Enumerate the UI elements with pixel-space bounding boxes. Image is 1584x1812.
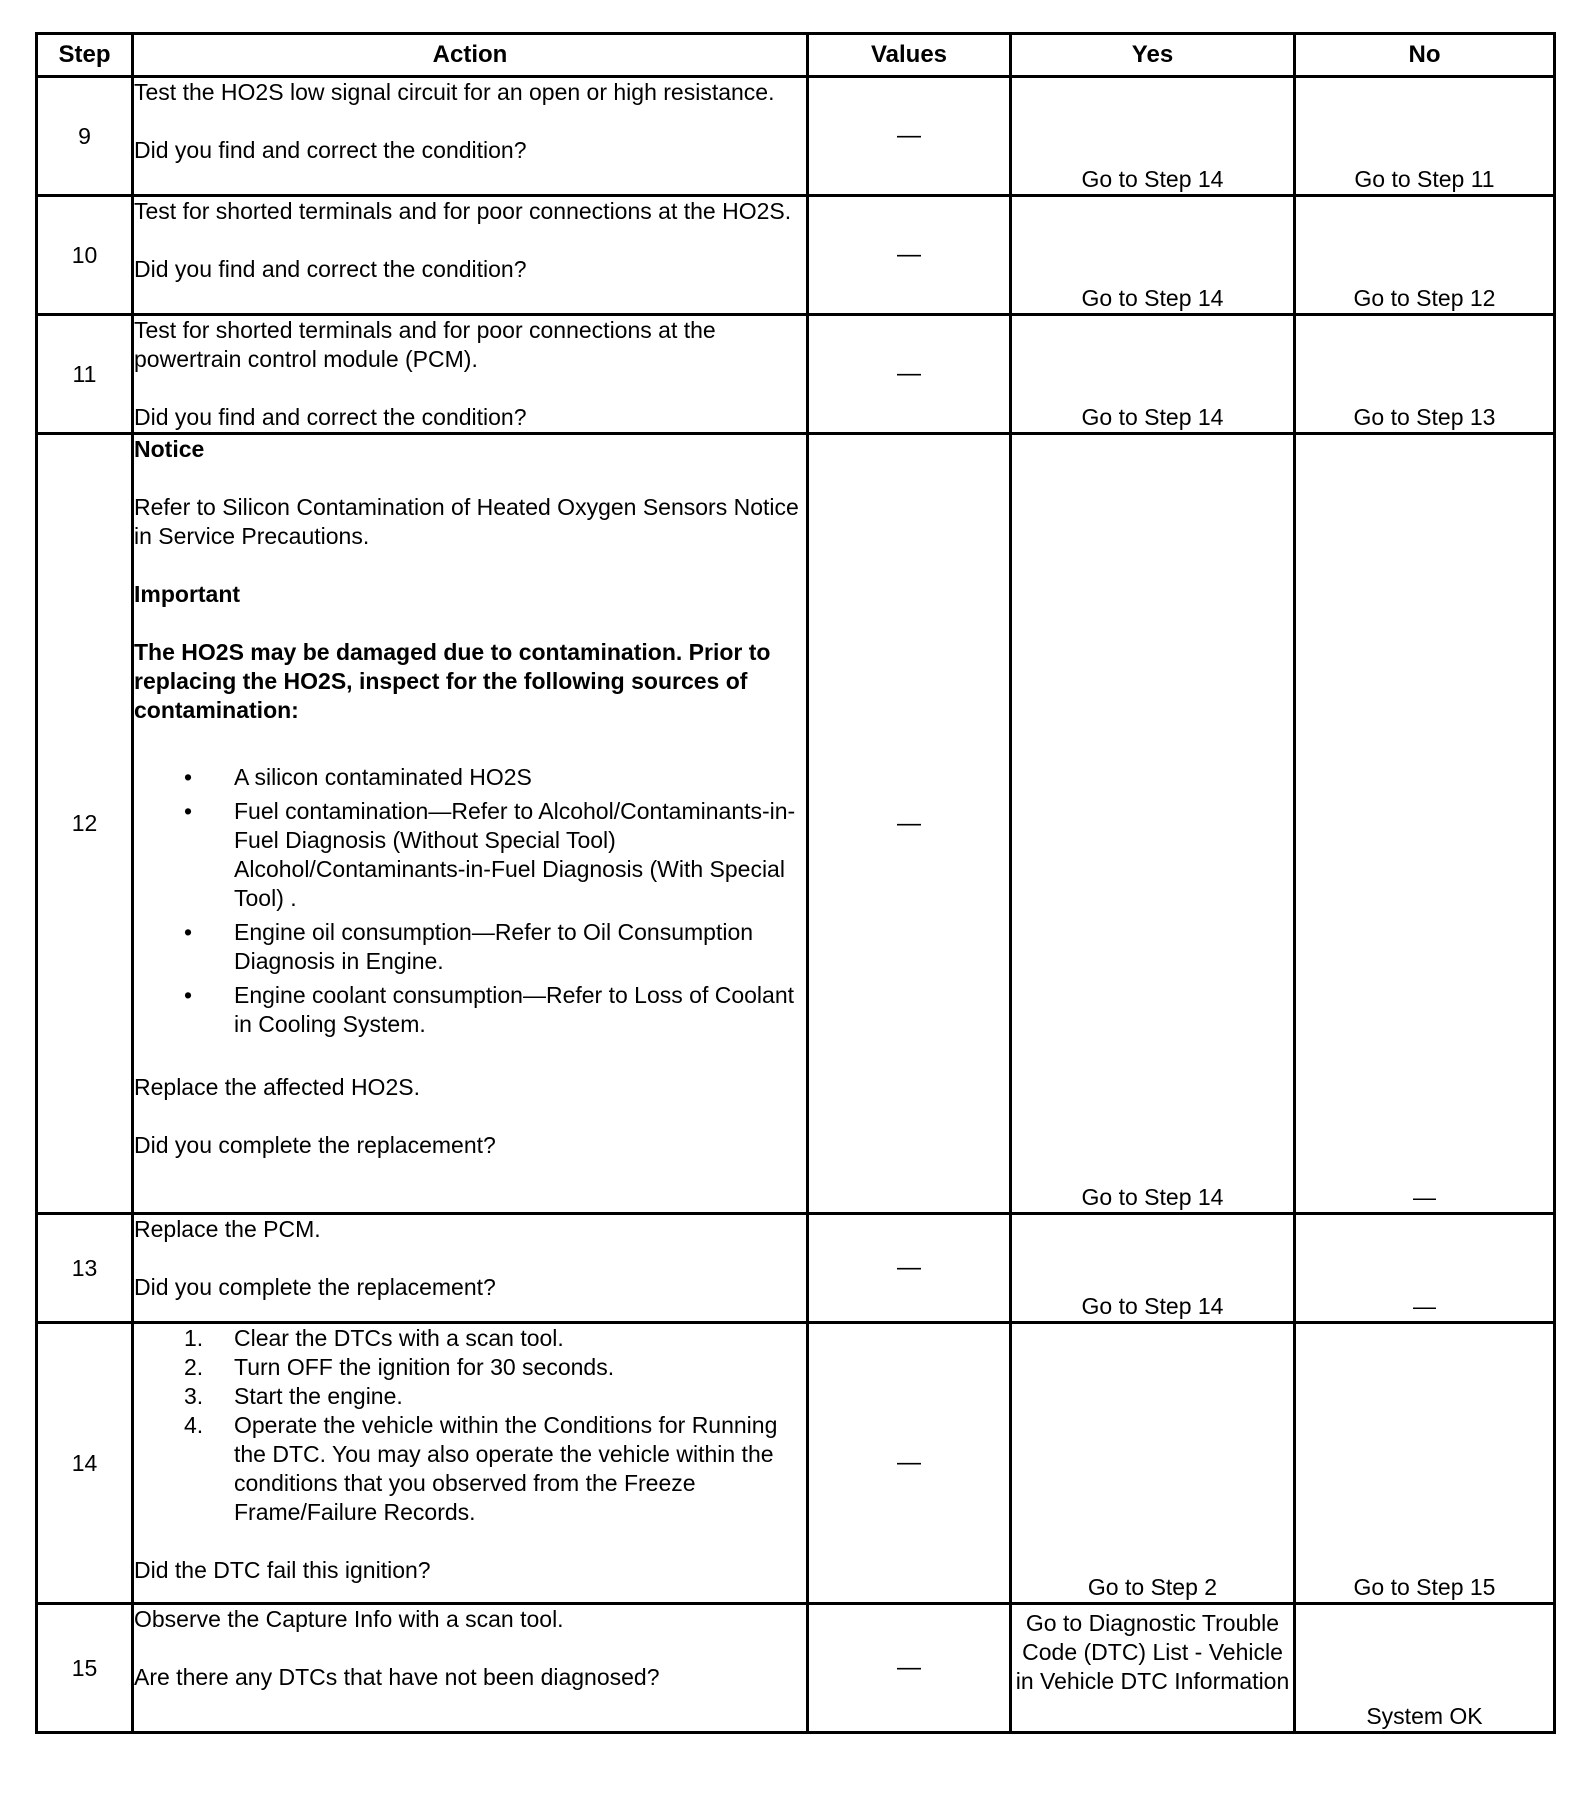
- action-text: Observe the Capture Info with a scan tool.: [134, 1606, 564, 1632]
- bullet-icon: •: [184, 919, 193, 945]
- action-question: Are there any DTCs that have not been diagnosed?: [134, 1664, 660, 1690]
- step-number: 15: [37, 1604, 133, 1733]
- yes-cell: Go to Diagnostic Trouble Code (DTC) List - Vehicle in Vehicle DTC Information: [1011, 1604, 1295, 1733]
- list-item-text: Operate the vehicle within the Conditions for Running the DTC. You may also operate the vehicle within the conditions that you observed from the Freeze Frame/Failure Records.: [234, 1412, 778, 1525]
- values-cell: —: [808, 1323, 1011, 1604]
- step-number: 11: [37, 315, 133, 434]
- yes-cell: Go to Step 14: [1011, 77, 1295, 196]
- list-item: [134, 981, 806, 1039]
- action-question: Did you find and correct the condition?: [134, 404, 527, 430]
- no-cell: System OK: [1295, 1604, 1555, 1733]
- list-item: [134, 1382, 806, 1411]
- list-item: [134, 1353, 806, 1382]
- list-item-text: Engine coolant consumption—Refer to Loss of Coolant in Cooling System.: [234, 982, 794, 1037]
- list-item-number: 1.: [184, 1325, 204, 1351]
- header-values: Values: [808, 34, 1011, 77]
- important-text: The HO2S may be damaged due to contamination. Prior to replacing the HO2S, inspect for the following sources of contamination:: [134, 639, 771, 723]
- list-item-number: 4.: [184, 1412, 204, 1438]
- action-cell: [133, 196, 808, 315]
- yes-cell: Go to Step 14: [1011, 315, 1295, 434]
- no-cell: —: [1295, 1214, 1555, 1323]
- step-number: 10: [37, 196, 133, 315]
- list-item-text: Engine oil consumption—Refer to Oil Consumption Diagnosis in Engine.: [234, 919, 754, 974]
- table-row: [37, 1604, 1555, 1733]
- table-row: [37, 315, 1555, 434]
- list-item-text: Clear the DTCs with a scan tool.: [234, 1325, 564, 1351]
- replace-text: Replace the affected HO2S.: [134, 1074, 420, 1100]
- list-item-text: Start the engine.: [234, 1383, 403, 1409]
- contamination-sources-list: [134, 763, 806, 1039]
- action-question: Did you complete the replacement?: [134, 1274, 496, 1300]
- action-question: Did the DTC fail this ignition?: [134, 1557, 431, 1583]
- notice-heading: Notice: [134, 436, 205, 462]
- action-cell: [133, 1604, 808, 1733]
- list-item: [134, 918, 806, 976]
- list-item: [134, 763, 806, 792]
- action-text: Test for shorted terminals and for poor connections at the powertrain control module (PCM).: [134, 317, 716, 372]
- procedure-list: [134, 1324, 806, 1527]
- step-number: 12: [37, 434, 133, 1214]
- yes-cell: Go to Step 2: [1011, 1323, 1295, 1604]
- action-cell: [133, 1323, 808, 1604]
- table-header-row: [37, 34, 1555, 77]
- important-heading: Important: [134, 581, 241, 607]
- bullet-icon: •: [184, 982, 193, 1008]
- no-cell: Go to Step 11: [1295, 77, 1555, 196]
- no-cell: —: [1295, 434, 1555, 1214]
- list-item-number: 2.: [184, 1354, 204, 1380]
- action-cell: [133, 1214, 808, 1323]
- header-action: Action: [133, 34, 808, 77]
- values-cell: —: [808, 77, 1011, 196]
- yes-cell: Go to Step 14: [1011, 434, 1295, 1214]
- list-item: [134, 1324, 806, 1353]
- action-question: Did you find and correct the condition?: [134, 256, 527, 282]
- header-step: Step: [37, 34, 133, 77]
- no-cell: Go to Step 15: [1295, 1323, 1555, 1604]
- step-number: 13: [37, 1214, 133, 1323]
- values-cell: —: [808, 1604, 1011, 1733]
- values-cell: —: [808, 196, 1011, 315]
- header-no: No: [1295, 34, 1555, 77]
- step-number: 14: [37, 1323, 133, 1604]
- action-question: Did you complete the replacement?: [134, 1132, 496, 1158]
- action-cell: [133, 77, 808, 196]
- step-number: 9: [37, 77, 133, 196]
- header-yes: Yes: [1011, 34, 1295, 77]
- yes-cell: Go to Step 14: [1011, 196, 1295, 315]
- table-row: [37, 1214, 1555, 1323]
- action-text: Replace the PCM.: [134, 1216, 321, 1242]
- action-question: Did you find and correct the condition?: [134, 137, 527, 163]
- list-item: [134, 1411, 806, 1527]
- values-cell: —: [808, 1214, 1011, 1323]
- diagnostic-document: [35, 32, 1553, 1734]
- bullet-icon: •: [184, 764, 193, 790]
- list-item: [134, 797, 806, 913]
- diagnostic-steps-table: [35, 32, 1556, 1734]
- table-row: [37, 77, 1555, 196]
- action-cell: [133, 315, 808, 434]
- values-cell: —: [808, 315, 1011, 434]
- list-item-text: Fuel contamination—Refer to Alcohol/Contaminants-in-Fuel Diagnosis (Without Special Tool) Alcohol/Contaminants-in-Fuel Diagnosis (With Special Tool) .: [234, 798, 796, 911]
- table-row: [37, 196, 1555, 315]
- table-row: [37, 434, 1555, 1214]
- no-cell: Go to Step 13: [1295, 315, 1555, 434]
- no-cell: Go to Step 12: [1295, 196, 1555, 315]
- action-cell: [133, 434, 808, 1214]
- list-item-number: 3.: [184, 1383, 204, 1409]
- bullet-icon: •: [184, 798, 193, 824]
- yes-cell: Go to Step 14: [1011, 1214, 1295, 1323]
- action-text: Test for shorted terminals and for poor connections at the HO2S.: [134, 198, 792, 224]
- table-row: [37, 1323, 1555, 1604]
- action-text: Test the HO2S low signal circuit for an open or high resistance.: [134, 79, 775, 105]
- list-item-text: Turn OFF the ignition for 30 seconds.: [234, 1354, 615, 1380]
- notice-text: Refer to Silicon Contamination of Heated Oxygen Sensors Notice in Service Precautions.: [134, 494, 799, 549]
- list-item-text: A silicon contaminated HO2S: [234, 764, 532, 790]
- values-cell: —: [808, 434, 1011, 1214]
